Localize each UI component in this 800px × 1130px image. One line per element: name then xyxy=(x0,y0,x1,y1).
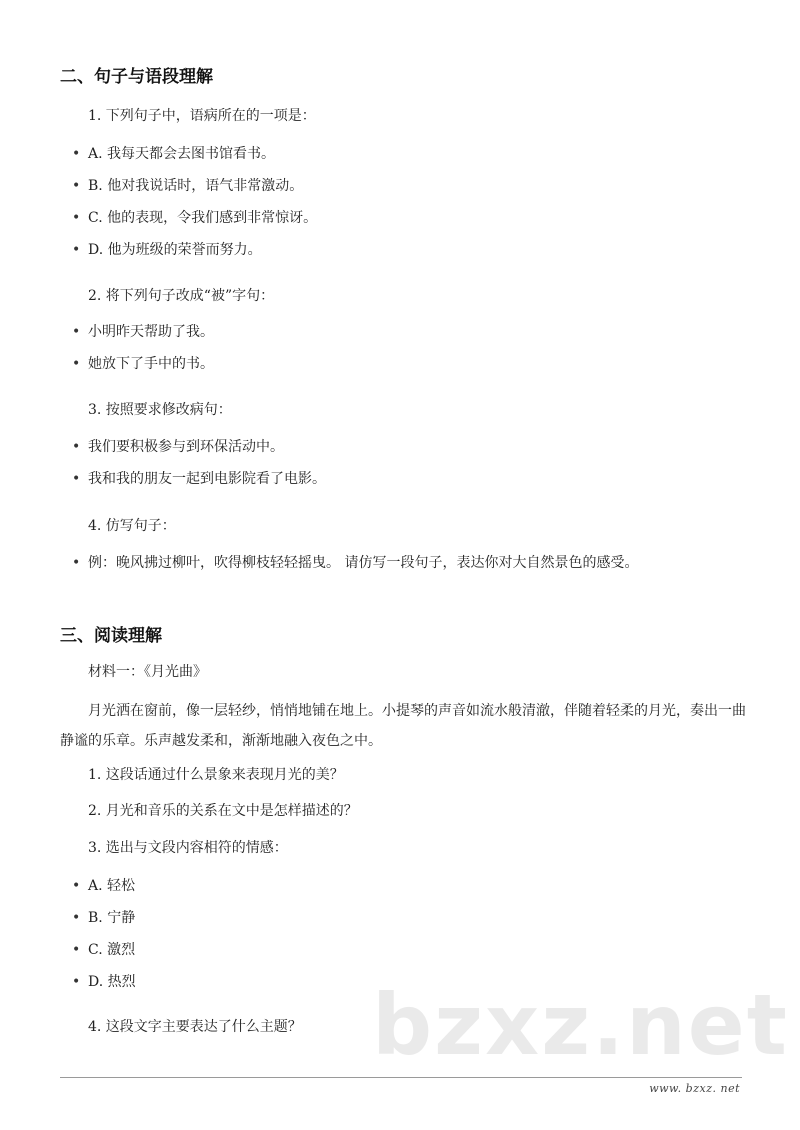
section-heading-sentences: 二、句子与语段理解 xyxy=(60,67,213,87)
reading-question-2: 2. 月光和音乐的关系在文中是怎样描述的？ xyxy=(88,803,358,819)
option-a: • A. 我每天都会去图书馆看书。 xyxy=(72,144,275,164)
list-item: • 例：晚风拂过柳叶，吹得柳枝轻轻摇曳。 请仿写一段句子，表达你对大自然景色的感受。 xyxy=(72,553,638,573)
question-2-passive-voice: 2. 将下列句子改成“被”字句： xyxy=(88,288,275,304)
reading-question-4: 4. 这段文字主要表达了什么主题？ xyxy=(88,1019,302,1035)
question-3-fix-sentence: 3. 按照要求修改病句： xyxy=(88,402,232,418)
option-b: • B. 他对我说话时，语气非常激动。 xyxy=(72,176,303,196)
list-item: • 小明昨天帮助了我。 xyxy=(72,322,214,342)
reading-question-1: 1. 这段话通过什么景象来表现月光的美？ xyxy=(88,767,344,783)
reading-question-3: 3. 选出与文段内容相符的情感： xyxy=(88,840,288,856)
footer-url: www. bzxz. net xyxy=(649,1082,740,1095)
question-1-sentence-error: 1. 下列句子中，语病所在的一项是： xyxy=(88,108,316,124)
list-item: • 她放下了手中的书。 xyxy=(72,354,214,374)
footer-divider xyxy=(60,1077,742,1078)
option-c: • C. 激烈 xyxy=(72,940,135,960)
option-a: • A. 轻松 xyxy=(72,876,135,896)
list-item: • 我们要积极参与到环保活动中。 xyxy=(72,437,284,457)
watermark: bzxz.net xyxy=(372,976,789,1074)
option-d: • D. 他为班级的荣誉而努力。 xyxy=(72,240,262,260)
reading-passage: 月光洒在窗前，像一层轻纱，悄悄地铺在地上。小提琴的声音如流水般清澈，伴随着轻柔的月光，奏出一曲静谧的乐章。乐声越发柔和，渐渐地融入夜色之中。 xyxy=(60,703,746,749)
option-c: • C. 他的表现，令我们感到非常惊讶。 xyxy=(72,208,317,228)
material-title: 材料一：《月光曲》 xyxy=(88,664,207,680)
section-heading-reading: 三、阅读理解 xyxy=(60,626,162,646)
option-d: • D. 热烈 xyxy=(72,972,136,992)
list-item: • 我和我的朋友一起到电影院看了电影。 xyxy=(72,469,326,489)
question-4-imitate-sentence: 4. 仿写句子： xyxy=(88,518,176,534)
option-b: • B. 宁静 xyxy=(72,908,135,928)
